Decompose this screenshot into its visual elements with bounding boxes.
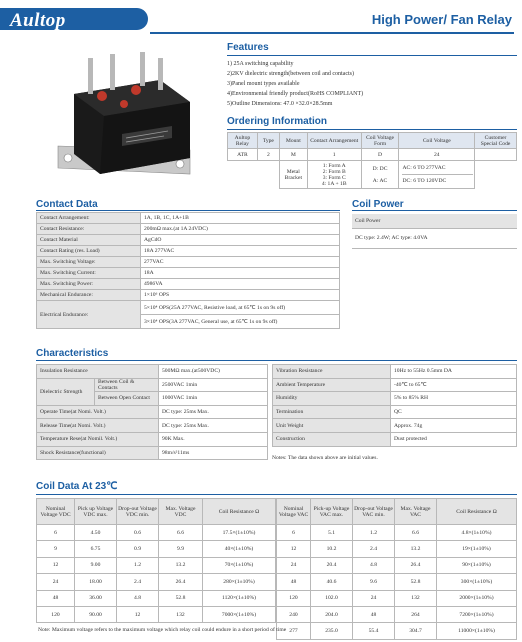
coil-data-title: Coil Data At 23℃ bbox=[36, 481, 118, 492]
contact-label: Contact Rating (res. Load) bbox=[37, 246, 141, 257]
contact-label: Max. Switching Power: bbox=[37, 279, 141, 290]
cell: 48 bbox=[353, 606, 395, 622]
table-row bbox=[37, 405, 268, 419]
cell: 0.9 bbox=[117, 541, 159, 557]
cell: 2000×(1±10%) bbox=[437, 590, 517, 606]
column-header: Max. Voltage VDC bbox=[159, 499, 203, 525]
cell: 300×(1±10%) bbox=[437, 574, 517, 590]
table-row bbox=[37, 257, 340, 268]
char-value: DC type: 25ms Max. bbox=[159, 419, 268, 433]
ordering-cell: 24 bbox=[399, 149, 475, 161]
ordering-table bbox=[227, 132, 517, 189]
contact-value: 277VAC bbox=[141, 257, 340, 268]
char-value: QC bbox=[391, 405, 517, 419]
ordering-cell: 1 bbox=[307, 149, 361, 161]
mount-description: Metal Bracket bbox=[279, 161, 307, 189]
cell: 26.4 bbox=[159, 574, 203, 590]
ordering-header: Coil Voltage Form bbox=[361, 133, 399, 149]
cell: 40.6 bbox=[311, 574, 353, 590]
table-row bbox=[37, 419, 268, 433]
features-title: Features bbox=[227, 42, 269, 53]
cell: 10.2 bbox=[311, 541, 353, 557]
cell: 40×(1±10%) bbox=[203, 541, 276, 557]
table-row bbox=[37, 213, 340, 224]
cell: 277 bbox=[277, 623, 311, 639]
contact-value: AgCdO bbox=[141, 235, 340, 246]
option-text: DC: 6 TO 120VDC bbox=[402, 178, 447, 184]
table-row bbox=[277, 606, 517, 622]
cell: 13.2 bbox=[159, 557, 203, 573]
coil-power-rule bbox=[352, 210, 517, 211]
option-text: 1: Form A bbox=[322, 162, 346, 169]
cell: 12 bbox=[277, 541, 311, 557]
cell: 7200×(1±10%) bbox=[437, 606, 517, 622]
char-sublabel: Between Open Contact bbox=[95, 392, 159, 406]
ordering-rule bbox=[227, 129, 517, 130]
cell: 19×(1±10%) bbox=[437, 541, 517, 557]
contact-label: Contact Arrangement: bbox=[37, 213, 141, 224]
cell: 24 bbox=[277, 557, 311, 573]
char-value: 10Hz to 55Hz 0.5mm DA bbox=[391, 365, 517, 379]
relay-product-image bbox=[40, 50, 205, 190]
table-row bbox=[37, 279, 340, 290]
table-row bbox=[277, 541, 517, 557]
cell: 132 bbox=[159, 606, 203, 622]
contact-value: 3×10⁴ OPS(3A 277VAC, General use, at 65℃ 1s on 9s off) bbox=[141, 315, 340, 329]
cell: 48 bbox=[277, 574, 311, 590]
ordering-title: Ordering Information bbox=[227, 116, 327, 127]
ordering-cell: ATR bbox=[228, 149, 258, 161]
cell: 12 bbox=[37, 557, 75, 573]
contact-label: Max. Switching Current: bbox=[37, 268, 141, 279]
ordering-blank bbox=[228, 161, 258, 189]
char-sublabel: Between Coil & Contacts bbox=[95, 378, 159, 392]
contact-data-title: Contact Data bbox=[36, 199, 98, 210]
coil-power-title: Coil Power bbox=[352, 199, 404, 210]
char-value: DC type: 25ms Max. bbox=[159, 405, 268, 419]
cell: 1.2 bbox=[353, 525, 395, 541]
cell: 70×(1±10%) bbox=[203, 557, 276, 573]
char-label: Operate Time(at Nomi. Volt.) bbox=[37, 405, 159, 419]
ordering-blank bbox=[475, 161, 517, 189]
table-row bbox=[273, 378, 517, 392]
cell: 1.2 bbox=[117, 557, 159, 573]
char-value: Dust protected bbox=[391, 432, 517, 446]
contact-label: Contact Material bbox=[37, 235, 141, 246]
coil-power-header: Coil Power bbox=[352, 214, 517, 228]
table-row bbox=[273, 405, 517, 419]
column-header: Pick-up Voltage VAC max. bbox=[311, 499, 353, 525]
cell: 20.4 bbox=[311, 557, 353, 573]
char-value: 90K Max. bbox=[159, 432, 268, 446]
cell: 4.8 bbox=[353, 557, 395, 573]
cell: 6 bbox=[277, 525, 311, 541]
contact-value: 5×10⁴ OPS(25A 277VAC, Resistive load, at 65℃ 1s on 9s off) bbox=[141, 301, 340, 315]
table-row bbox=[37, 590, 276, 606]
cell: 240 bbox=[277, 606, 311, 622]
cell: 4.8 bbox=[117, 590, 159, 606]
cell: 264 bbox=[395, 606, 437, 622]
option-text: 2: Form B bbox=[322, 168, 346, 175]
table-row bbox=[37, 378, 268, 392]
cell: 52.8 bbox=[395, 574, 437, 590]
characteristics-rule bbox=[36, 360, 517, 361]
feature-item: 1) 25A switching capability bbox=[227, 61, 294, 67]
cell: 7000×(1±10%) bbox=[203, 606, 276, 622]
cell: 18.00 bbox=[75, 574, 117, 590]
option-text: A: AC bbox=[372, 177, 388, 184]
cell: 9.9 bbox=[159, 541, 203, 557]
column-header: Nominal Voltage VAC bbox=[277, 499, 311, 525]
contact-value: 18A bbox=[141, 268, 340, 279]
table-row bbox=[277, 557, 517, 573]
ordering-cell: D bbox=[361, 149, 399, 161]
column-header: Drop-out Voltage VDC min. bbox=[117, 499, 159, 525]
characteristics-note: Notes: The data shown above are initial values. bbox=[272, 455, 378, 461]
table-row bbox=[37, 432, 268, 446]
cell: 26.4 bbox=[395, 557, 437, 573]
coil-power-table bbox=[352, 214, 517, 249]
coil-form-options bbox=[361, 161, 399, 189]
page-title: High Power/ Fan Relay bbox=[371, 12, 512, 27]
cell: 17.5×(1±10%) bbox=[203, 525, 276, 541]
ordering-cell: 2 bbox=[257, 149, 279, 161]
ordering-header: Contact Arrangement bbox=[307, 133, 361, 149]
coil-data-footnote: Note: Maximum voltage refers to the maximum voltage which relay coil could endure in a short period of time bbox=[38, 627, 287, 633]
coil-power-value: DC type: 2.4W; AC type: 4.0VA bbox=[352, 228, 517, 248]
contact-label: Mechanical Endurance: bbox=[37, 290, 141, 301]
cell: 2.4 bbox=[117, 574, 159, 590]
contact-value: 4986VA bbox=[141, 279, 340, 290]
features-rule bbox=[227, 55, 517, 56]
table-row bbox=[37, 224, 340, 235]
cell: 120 bbox=[277, 590, 311, 606]
contact-value: 1×10⁶ OPS bbox=[141, 290, 340, 301]
table-row bbox=[277, 623, 517, 639]
char-value: 1000VAC 1min bbox=[159, 392, 268, 406]
ordering-header: Aultop Relay bbox=[228, 133, 258, 149]
cell: 235.0 bbox=[311, 623, 353, 639]
cell: 280×(1±10%) bbox=[203, 574, 276, 590]
cell: 2.4 bbox=[353, 541, 395, 557]
feature-item: 2)2KV dielectric strength(between coil and contacts) bbox=[227, 71, 355, 77]
char-label: Construction bbox=[273, 432, 391, 446]
char-value: 5% to 85% RH bbox=[391, 392, 517, 406]
cell: 12 bbox=[117, 606, 159, 622]
contact-data-table bbox=[36, 212, 340, 329]
char-value: Approx. 74g bbox=[391, 419, 517, 433]
feature-item: 3)Panel mount types available bbox=[227, 81, 300, 87]
char-value: -40℃ to 65℃ bbox=[391, 378, 517, 392]
char-label: Temperature Rese(at Nomil. Volt.) bbox=[37, 432, 159, 446]
table-row bbox=[37, 606, 276, 622]
table-row bbox=[37, 365, 268, 379]
cell: 6.75 bbox=[75, 541, 117, 557]
cell: 55.4 bbox=[353, 623, 395, 639]
cell: 120 bbox=[37, 606, 75, 622]
table-row bbox=[273, 365, 517, 379]
cell: 90×(1±10%) bbox=[437, 557, 517, 573]
ordering-cell: M bbox=[279, 149, 307, 161]
cell: 132 bbox=[395, 590, 437, 606]
table-row bbox=[37, 446, 268, 460]
char-label: Unit Weight bbox=[273, 419, 391, 433]
table-row bbox=[273, 432, 517, 446]
cell: 11000×(1±10%) bbox=[437, 623, 517, 639]
contact-label: Electrical Endurance: bbox=[37, 301, 141, 329]
cell: 0.6 bbox=[117, 525, 159, 541]
char-label: Ambient Temperature bbox=[273, 378, 391, 392]
contact-value: 1A, 1B, 1C, 1A+1B bbox=[141, 213, 340, 224]
contact-arrangement-options bbox=[307, 161, 361, 189]
char-label: Shock Resistance(functional) bbox=[37, 446, 159, 460]
coil-data-rule bbox=[36, 494, 517, 495]
cell: 36.00 bbox=[75, 590, 117, 606]
cell: 9.6 bbox=[353, 574, 395, 590]
table-row bbox=[37, 301, 340, 315]
cell: 6 bbox=[37, 525, 75, 541]
cell: 102.0 bbox=[311, 590, 353, 606]
table-row bbox=[37, 246, 340, 257]
ordering-blank bbox=[257, 161, 279, 189]
char-value: 2500VAC 1min bbox=[159, 378, 268, 392]
cell: 5.1 bbox=[311, 525, 353, 541]
char-label: Insulation Resistance bbox=[37, 365, 159, 379]
column-header: Coil Resistance Ω bbox=[203, 499, 276, 525]
table-row bbox=[37, 525, 276, 541]
ordering-header: Mount bbox=[279, 133, 307, 149]
table-row bbox=[37, 541, 276, 557]
char-value: 500MΩ max.(at500VDC) bbox=[159, 365, 268, 379]
char-label: Termination bbox=[273, 405, 391, 419]
contact-label: Contact Resistance: bbox=[37, 224, 141, 235]
cell: 6.6 bbox=[395, 525, 437, 541]
option-text: D: DC bbox=[372, 165, 388, 172]
ordering-header: Coil Voltage bbox=[399, 133, 475, 149]
characteristics-title: Characteristics bbox=[36, 348, 109, 359]
table-row bbox=[37, 290, 340, 301]
column-header: Pick up Voltage VDC max. bbox=[75, 499, 117, 525]
cell: 48 bbox=[37, 590, 75, 606]
characteristics-table-right bbox=[272, 364, 517, 447]
column-header: Nominal Voltage VDC bbox=[37, 499, 75, 525]
cell: 9 bbox=[37, 541, 75, 557]
table-row bbox=[273, 392, 517, 406]
features-list bbox=[227, 59, 517, 109]
coil-data-ac-table bbox=[276, 498, 517, 640]
cell: 24 bbox=[353, 590, 395, 606]
contact-data-rule bbox=[36, 210, 340, 211]
table-row bbox=[273, 419, 517, 433]
brand-logo: Aultop bbox=[10, 10, 66, 31]
header-divider bbox=[150, 32, 514, 34]
table-row bbox=[277, 574, 517, 590]
cell: 24 bbox=[37, 574, 75, 590]
cell: 6.6 bbox=[159, 525, 203, 541]
table-row bbox=[277, 525, 517, 541]
column-header: Max. Voltage VAC bbox=[395, 499, 437, 525]
option-text: AC: 6 TO 277VAC bbox=[402, 165, 473, 175]
cell: 304.7 bbox=[395, 623, 437, 639]
char-label: Humidity bbox=[273, 392, 391, 406]
contact-value: 18A 277VAC bbox=[141, 246, 340, 257]
option-text: 4: 1A + 1B bbox=[321, 180, 347, 187]
cell: 52.8 bbox=[159, 590, 203, 606]
cell: 13.2 bbox=[395, 541, 437, 557]
ordering-header: Customer Special Code bbox=[475, 133, 517, 149]
ordering-header: Type bbox=[257, 133, 279, 149]
characteristics-table-left bbox=[36, 364, 268, 460]
option-text: 3: Form C bbox=[322, 174, 346, 181]
char-value: 98m/s²11ms bbox=[159, 446, 268, 460]
ordering-cell bbox=[475, 149, 517, 161]
table-row bbox=[37, 235, 340, 246]
cell: 9.00 bbox=[75, 557, 117, 573]
header bbox=[0, 0, 522, 36]
column-header: Drop-out Voltage VAC min. bbox=[353, 499, 395, 525]
table-row bbox=[37, 574, 276, 590]
coil-voltage-options bbox=[399, 161, 475, 189]
table-row bbox=[37, 268, 340, 279]
char-label: Release Time(at Nomi. Volt.) bbox=[37, 419, 159, 433]
contact-value: 200mΩ max.(at 1A 24VDC) bbox=[141, 224, 340, 235]
table-row bbox=[37, 557, 276, 573]
cell: 204.0 bbox=[311, 606, 353, 622]
feature-item: 5)Outline Dimensions: 47.0 ×32.0×28.5mm bbox=[227, 101, 333, 107]
table-row bbox=[277, 590, 517, 606]
cell: 1120×(1±10%) bbox=[203, 590, 276, 606]
char-label: Vibration Resistance bbox=[273, 365, 391, 379]
cell: 90.00 bbox=[75, 606, 117, 622]
char-label: Dielectric Strength bbox=[37, 378, 95, 405]
feature-item: 4)Environmental friendly product(RoHS COMPLIANT) bbox=[227, 91, 364, 97]
contact-label: Max. Switching Voltage: bbox=[37, 257, 141, 268]
cell: 4.50 bbox=[75, 525, 117, 541]
column-header: Coil Resistance Ω bbox=[437, 499, 517, 525]
cell: 4.8×(1±10%) bbox=[437, 525, 517, 541]
coil-data-dc-table bbox=[36, 498, 276, 623]
